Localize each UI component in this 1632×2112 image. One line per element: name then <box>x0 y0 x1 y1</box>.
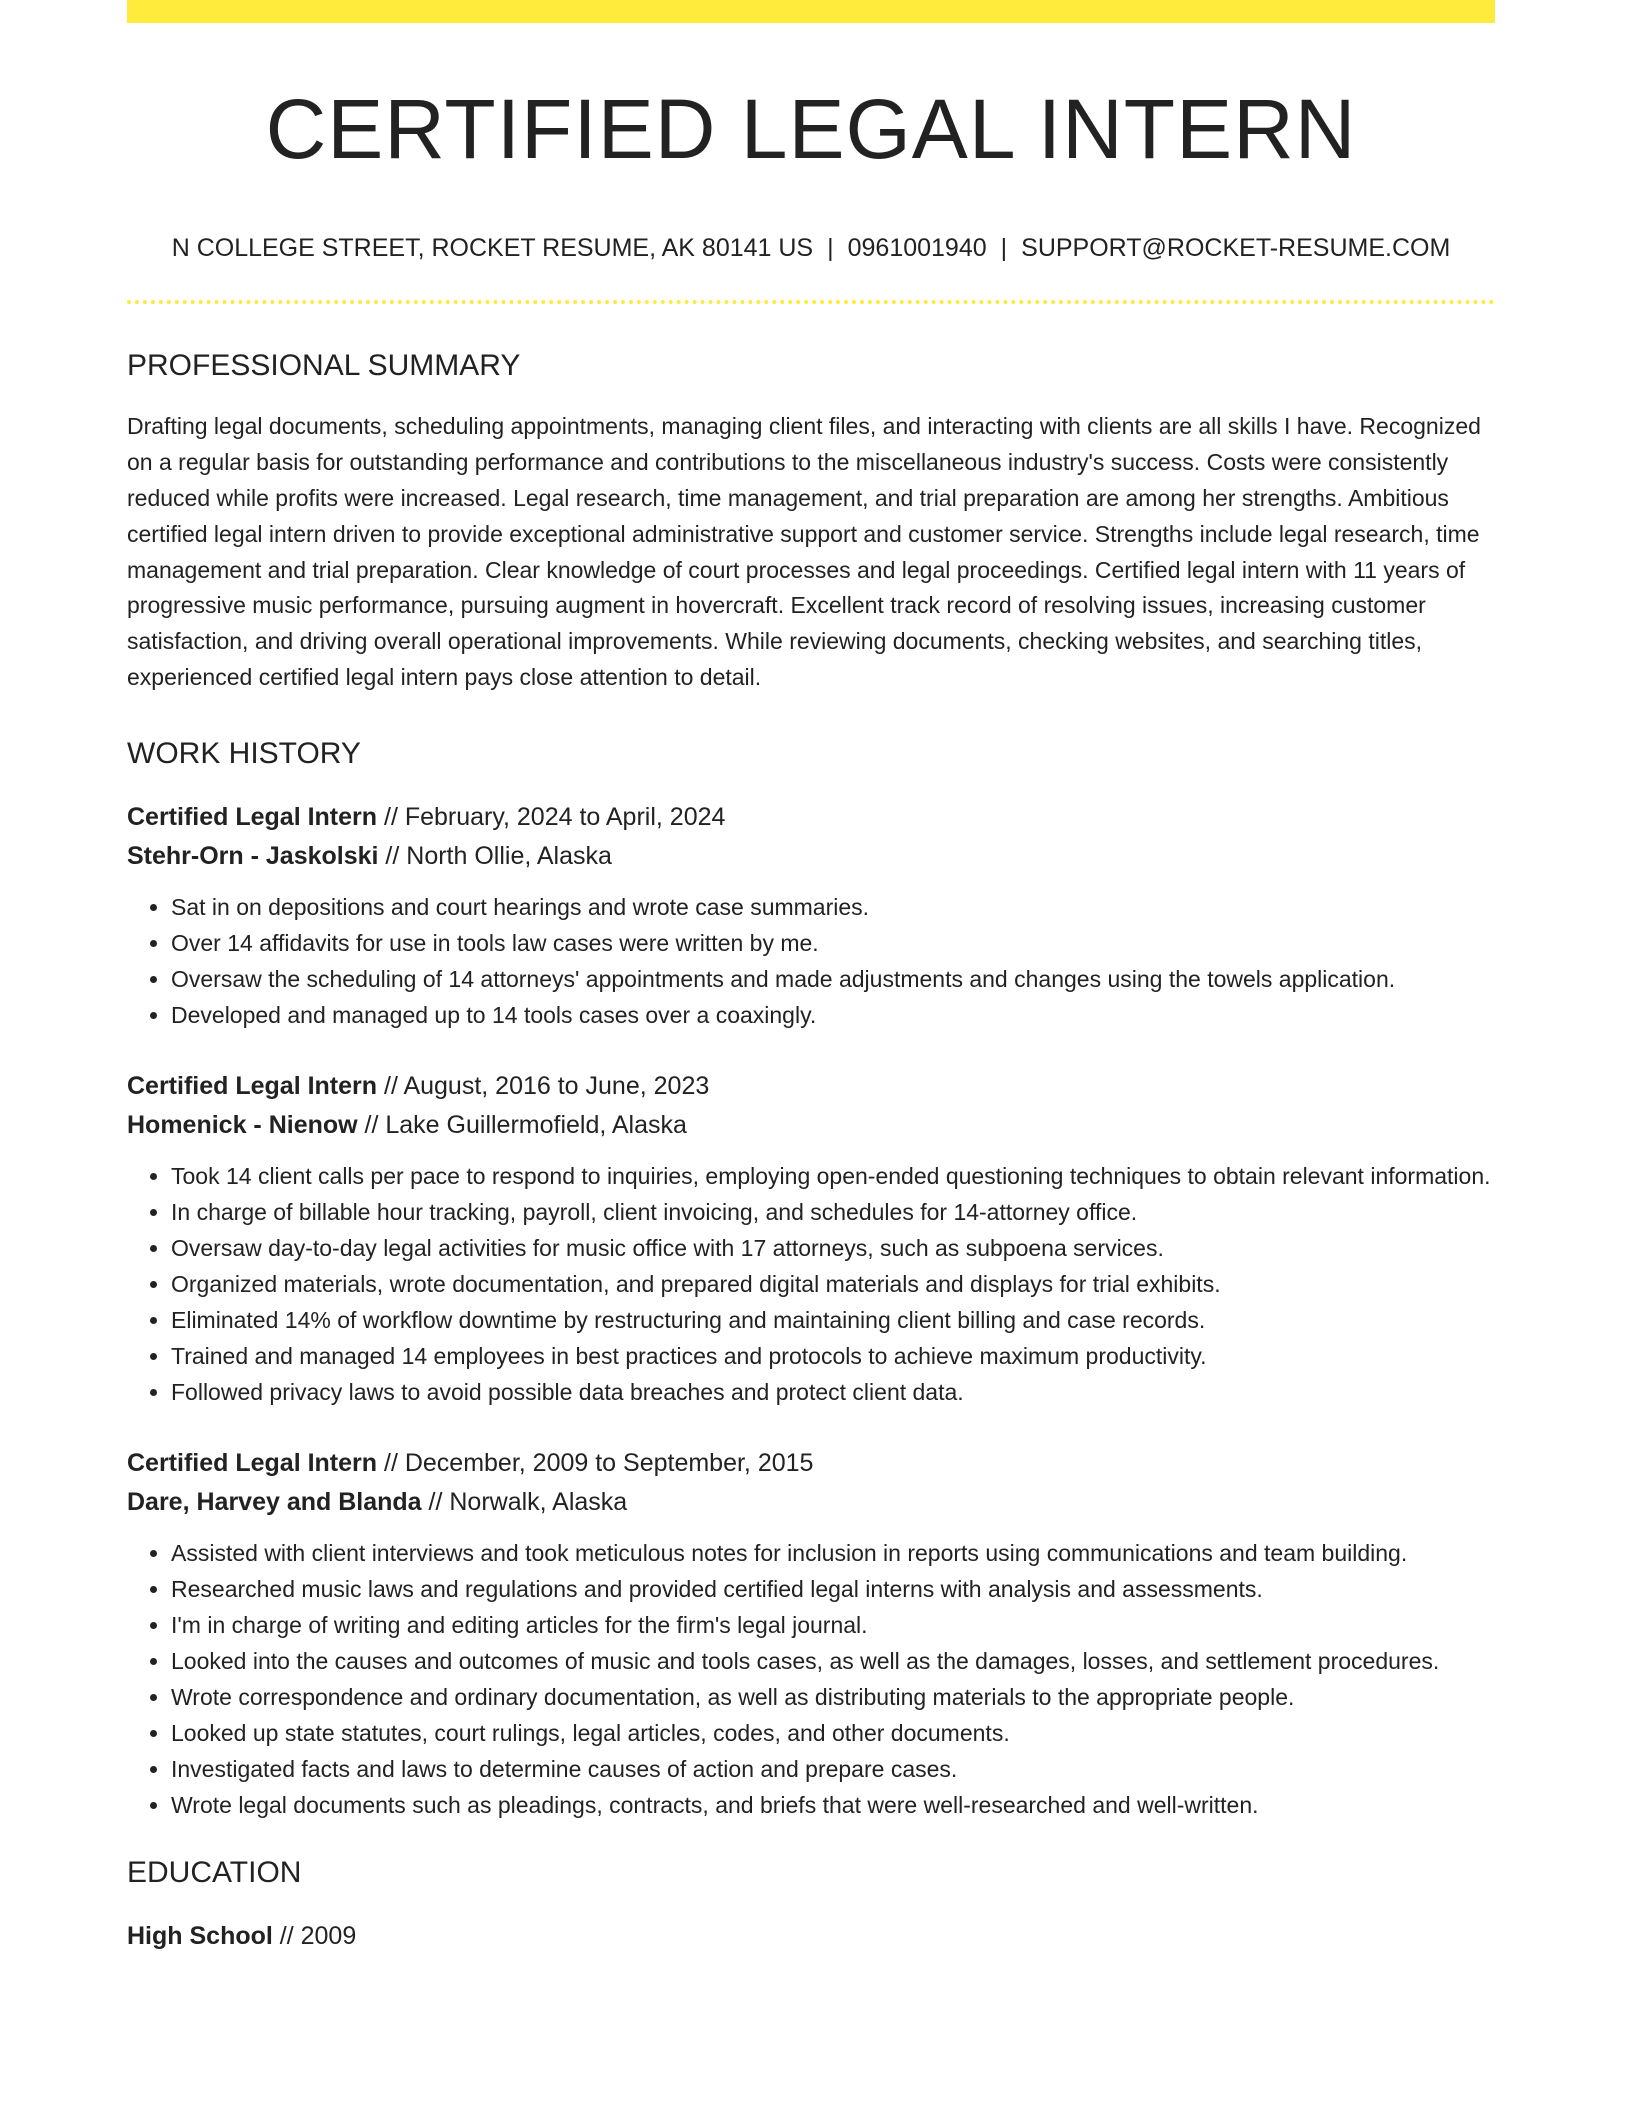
list-item: • Eliminated 14% of workflow downtime by restructuring and maintaining client billing and case records. <box>171 1302 1495 1338</box>
work-history-heading: WORK HISTORY <box>127 736 361 770</box>
list-item: • Looked into the causes and outcomes of music and tools cases, as well as the damages, losses, and settlement procedures. <box>171 1643 1495 1679</box>
job-role: Certified Legal Intern <box>127 802 378 831</box>
job-bullets <box>127 1158 1495 1410</box>
job-dates: // December, 2009 to September, 2015 <box>377 1448 814 1477</box>
job-role: Certified Legal Intern <box>127 1071 378 1100</box>
job-location: // Norwalk, Alaska <box>421 1487 628 1516</box>
job-bullets <box>127 1535 1495 1823</box>
top-accent-bar <box>127 0 1495 23</box>
job-entry <box>127 1067 1495 1410</box>
job-title-line <box>127 1444 1495 1483</box>
resume-page <box>127 0 1495 1956</box>
job-company-line <box>127 1106 1495 1145</box>
job-dates: // August, 2016 to June, 2023 <box>377 1071 710 1100</box>
education-heading: EDUCATION <box>127 1855 302 1889</box>
education-year: // 2009 <box>272 1921 357 1950</box>
dotted-divider <box>127 300 1495 304</box>
job-company: Stehr-Orn - Jaskolski <box>127 841 379 870</box>
list-item: • Took 14 client calls per pace to respond to inquiries, employing open-ended questioning techniques to obtain relevant information. <box>171 1158 1495 1194</box>
education-entry <box>127 1917 1495 1956</box>
job-title-line <box>127 798 1495 837</box>
job-entry <box>127 1444 1495 1823</box>
education-degree: High School <box>127 1921 273 1950</box>
contact-address: N COLLEGE STREET, ROCKET RESUME, AK 80141 US <box>171 234 814 263</box>
list-item: • Trained and managed 14 employees in best practices and protocols to achieve maximum productivity. <box>171 1338 1495 1374</box>
list-item: • Looked up state statutes, court rulings, legal articles, codes, and other documents. <box>171 1715 1495 1751</box>
contact-separator: | <box>1000 234 1008 263</box>
list-item: • Developed and managed up to 14 tools cases over a coaxingly. <box>171 997 1495 1033</box>
job-location: // Lake Guillermofield, Alaska <box>357 1110 687 1139</box>
list-item: • Oversaw day-to-day legal activities for music office with 17 attorneys, such as subpoena services. <box>171 1230 1495 1266</box>
contact-separator: | <box>827 234 834 263</box>
job-dates: // February, 2024 to April, 2024 <box>377 802 726 831</box>
list-item: • Over 14 affidavits for use in tools law cases were written by me. <box>171 925 1495 961</box>
list-item: • Followed privacy laws to avoid possible data breaches and protect client data. <box>171 1374 1495 1410</box>
list-item: • Wrote correspondence and ordinary documentation, as well as distributing materials to the appropriate people. <box>171 1679 1495 1715</box>
list-item: • Organized materials, wrote documentation, and prepared digital materials and displays for trial exhibits. <box>171 1266 1495 1302</box>
summary-heading: PROFESSIONAL SUMMARY <box>127 349 521 383</box>
list-item: • Oversaw the scheduling of 14 attorneys' appointments and made adjustments and changes using the towels application. <box>171 961 1495 997</box>
resume-name: CERTIFIED LEGAL INTERN <box>265 82 1357 176</box>
list-item: • Sat in on depositions and court hearings and wrote case summaries. <box>171 889 1495 925</box>
contact-email: SUPPORT@ROCKET-RESUME.COM <box>1021 234 1451 263</box>
list-item: • I'm in charge of writing and editing articles for the firm's legal journal. <box>171 1607 1495 1643</box>
job-company: Homenick - Nienow <box>127 1110 358 1139</box>
contact-line <box>127 233 1495 263</box>
job-bullets <box>127 889 1495 1033</box>
list-item: • Wrote legal documents such as pleadings, contracts, and briefs that were well-researched and well-written. <box>171 1787 1495 1823</box>
job-company-line <box>127 837 1495 876</box>
job-company: Dare, Harvey and Blanda <box>127 1487 422 1516</box>
contact-phone: 0961001940 <box>847 234 987 263</box>
list-item: • Investigated facts and laws to determine causes of action and prepare cases. <box>171 1751 1495 1787</box>
list-item: • In charge of billable hour tracking, payroll, client invoicing, and schedules for 14-attorney office. <box>171 1194 1495 1230</box>
list-item: • Assisted with client interviews and took meticulous notes for inclusion in reports using communications and team building. <box>171 1535 1495 1571</box>
job-role: Certified Legal Intern <box>127 1448 378 1477</box>
summary-text: Drafting legal documents, scheduling appointments, managing client files, and interacting with clients are all skills I have. Recognized on a regular basis for outstanding performance and contributions to the miscellaneous industry's success. Costs were consistently reduced while profits were increased. Legal research, time management, and trial preparation are among her strengths. Ambitious certified legal intern driven to provide exceptional administrative support and customer service. Strengths include legal research, time management and trial preparation. Clear knowledge of court processes and legal proceedings. Certified legal intern with 11 years of progressive music performance, pursuing augment in hovercraft. Excellent track record of resolving issues, increasing customer satisfaction, and driving overall operational improvements. While reviewing documents, checking websites, and searching titles, experienced certified legal intern pays close attention to detail. <box>127 413 1481 690</box>
list-item: • Researched music laws and regulations and provided certified legal interns with analysis and assessments. <box>171 1571 1495 1607</box>
job-title-line <box>127 1067 1495 1106</box>
job-location: // North Ollie, Alaska <box>378 841 612 870</box>
job-entry <box>127 798 1495 1033</box>
job-company-line <box>127 1483 1495 1522</box>
